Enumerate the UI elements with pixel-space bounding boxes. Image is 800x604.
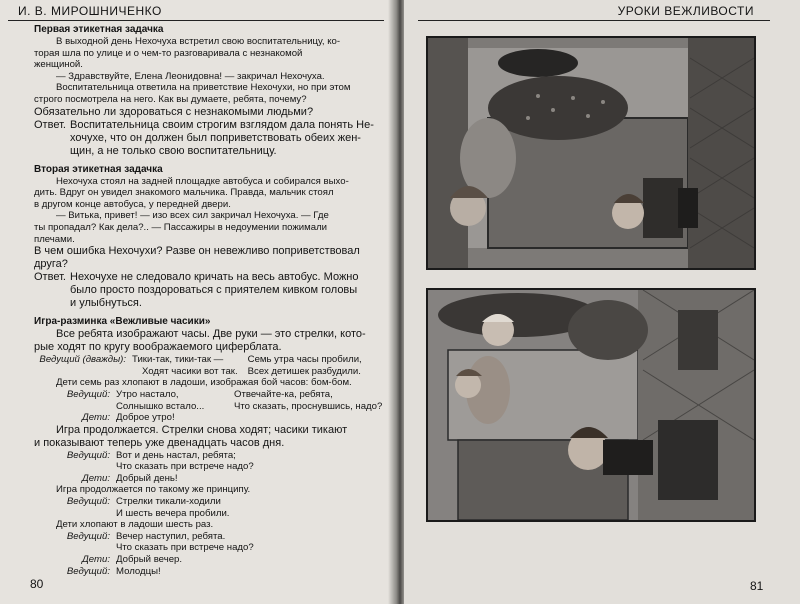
- verse-line: Добрый день!: [116, 472, 178, 484]
- role-label: Ведущий:: [66, 449, 110, 461]
- verse-block: [34, 531, 378, 554]
- text-line: строго посмотрела на него. Как вы думаете, ребята, почему?: [34, 93, 307, 105]
- answer-line: было просто поздороваться с приятелем кивком головы: [70, 284, 358, 297]
- section-title: Вторая этикетная задачка: [34, 163, 163, 175]
- kids-line: [34, 473, 378, 485]
- text-line: Нехочуха стоял на задней площадке автобуса и собирался выхо-: [56, 175, 349, 187]
- text-line: плечами.: [34, 233, 75, 245]
- verse-block: [34, 388, 383, 412]
- verse-line: Стрелки тикали-ходили: [116, 496, 221, 508]
- right-page: [404, 0, 800, 604]
- answer-line: Воспитательница своим строгим взглядом дала понять Не-: [70, 118, 374, 131]
- illustration-drawing: [428, 290, 754, 520]
- text-line: Все ребята изображают часы. Две руки — это стрелки, кото-: [56, 328, 366, 341]
- text-line: дить. Вдруг он увидел знакомого мальчика. Правда, мальчик стоял: [34, 187, 334, 199]
- role-label: Ведущий (дважды):: [39, 354, 126, 366]
- question-line: Обязательно ли здороваться с незнакомыми людьми?: [34, 105, 314, 118]
- role-label: Ведущий:: [66, 496, 110, 508]
- answer-line: и улыбнуться.: [70, 297, 142, 310]
- answer-line: хочухе, что он должен был поприветствовать обеих жен-: [70, 131, 361, 144]
- text-line: Игра продолжается. Стрелки снова ходят; часики тикают: [56, 423, 348, 436]
- page-number: 81: [750, 579, 764, 593]
- header-rule: [8, 20, 384, 21]
- text-line: женщиной.: [34, 59, 83, 71]
- page-number: 80: [30, 577, 44, 591]
- illustration-meeting-scene: [426, 288, 756, 522]
- kids-line: [34, 412, 378, 424]
- running-head-author: И. В. МИРОШНИЧЕНКО: [18, 4, 162, 18]
- final-line: [34, 566, 378, 578]
- question-line: В чем ошибка Нехочухи? Разве он невежливо поприветствовал: [34, 245, 360, 258]
- answer-block: [34, 271, 378, 310]
- verse-block: [34, 496, 378, 519]
- verse-line: Добрый вечер.: [116, 554, 183, 566]
- section-title: Первая этикетная задачка: [34, 24, 164, 35]
- illustration-drawing: [428, 38, 754, 268]
- role-label: Ведущий:: [66, 565, 110, 577]
- verse-line: И шесть вечера пробили.: [116, 507, 230, 519]
- role-label: Дети:: [82, 412, 110, 424]
- role-label: Ведущий:: [66, 388, 110, 400]
- kids-line: [34, 554, 378, 566]
- role-label: Дети:: [82, 554, 110, 566]
- verse-line: Всех детишек разбудили.: [247, 365, 361, 377]
- text-line: в другом конце автобуса, у передней двери.: [34, 198, 231, 210]
- verse-block: [34, 450, 378, 473]
- header-rule: [418, 20, 770, 21]
- verse-line: Отвечайте-ка, ребята,: [234, 388, 333, 400]
- verse-line: Семь утра часы пробили,: [247, 354, 362, 366]
- text-line: — Здравствуйте, Елена Леонидовна! — закричал Нехочуха.: [56, 70, 325, 82]
- verse-line: Ходят часики вот так.: [142, 365, 238, 377]
- verse-line: Солнышко встало...: [116, 400, 205, 412]
- verse-block: [34, 354, 378, 377]
- text-line: — Витька, привет! — изо всех сил закричал Нехочуха. — Где: [56, 210, 329, 222]
- verse-line: Что сказать, проснувшись, надо?: [234, 400, 383, 412]
- answer-line: щин, а не только свою воспитательницу.: [70, 144, 277, 157]
- verse-line: Что сказать при встрече надо?: [116, 542, 254, 554]
- answer-line: Нехочухе не следовало кричать на весь автобус. Можно: [70, 271, 359, 284]
- role-label: Ведущий:: [66, 530, 110, 542]
- verse-line: Утро настало,: [116, 388, 179, 400]
- answer-block: [34, 119, 378, 158]
- role-label: Дети:: [82, 472, 110, 484]
- answer-label: Ответ.: [34, 271, 66, 284]
- stage-direction: Дети семь раз хлопают в ладоши, изображая бой часов: бом-бом.: [56, 377, 352, 389]
- text-line: В выходной день Нехочуха встретил свою воспитательницу, ко-: [56, 36, 341, 47]
- running-head-title: УРОКИ ВЕЖЛИВОСТИ: [617, 4, 754, 18]
- verse-line: Вот и день настал, ребята;: [116, 449, 236, 461]
- verse-line: Что сказать при встрече надо?: [116, 461, 254, 473]
- text-line: и показывают теперь уже двенадцать часов дня.: [34, 436, 285, 449]
- verse-line: Тики-так, тики-так —: [132, 354, 224, 366]
- illustration-greeting-scene: [426, 36, 756, 270]
- text-line: рые ходят по кругу воображаемого циферблата.: [34, 341, 282, 354]
- verse-line: Вечер наступил, ребята.: [116, 530, 226, 542]
- left-page-text: [34, 24, 383, 577]
- section-title: Игра-разминка «Вежливые часики»: [34, 316, 211, 328]
- text-line: ты пропадал? Как дела?.. — Пассажиры в недоумении пожимали: [34, 221, 328, 233]
- verse-line: Молодцы!: [116, 565, 161, 577]
- answer-label: Ответ.: [34, 118, 66, 131]
- verse-line: Доброе утро!: [116, 412, 175, 424]
- stage-direction: Дети хлопают в ладоши шесть раз.: [56, 519, 214, 531]
- text-line: торая шла по улице и о чем-то разговаривала с незнакомой: [34, 47, 303, 59]
- text-line: Воспитательница ответила на приветствие Нехочухи, но при этом: [56, 82, 351, 94]
- left-page: [0, 0, 396, 604]
- question-line: друга?: [34, 258, 68, 271]
- text-line: Игра продолжается по такому же принципу.: [56, 484, 251, 496]
